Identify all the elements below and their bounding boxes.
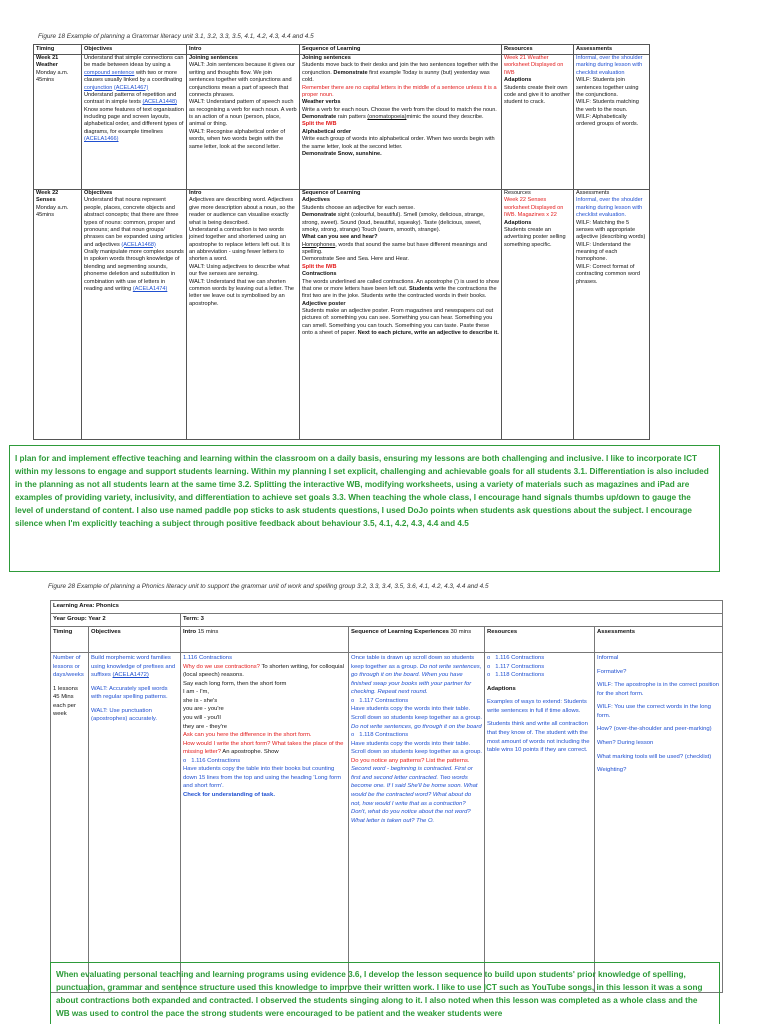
table-row-week22 — [34, 190, 650, 440]
week21-assessments: Informal, over the shoulder marking during lesson with checklist evaluation WILF: Students join sentences together using the conjunctions. WILF: Students matching the verb to the noun. WILF: Alphabetically ordered groups of words. — [574, 55, 650, 190]
acela1472-link[interactable]: (ACELA1472) — [112, 672, 149, 679]
week21-timing: Week 21 Weather Monday a.m. 45mins — [34, 55, 82, 190]
header-timing: Timing — [51, 627, 89, 653]
header-intro: Intro 15 mins — [181, 627, 349, 653]
phonics-resources: o 1.116 Contractions o 1.117 Contractions o 1.118 Contractions Adaptions Examples of ways to extend: Students write sentences in full if time allows. Students think and write all contraction that they know of. The student with the most amount of words not including the table wins 10 points if they are correct. — [485, 653, 595, 993]
week21-objectives: Understand that simple connections can be made between ideas by using a compound sentence with two or more clauses usually linked by a coordinating conjunction (ACELA1467) Understand patterns of repetition and contrast in simple texts (ACELA1448) Know some features of text organisation including page and screen layouts, alphabetical order, and different types of diagrams, for example timelines (ACELA1466) — [82, 55, 187, 190]
header-sequence: Sequence of Learning — [300, 45, 502, 55]
figure-28-caption: Figure 28 Example of planning a Phonics literacy unit to support the grammar unit of work and spelling group 3.2, 3.3, 3.4, 3.5, 3.6, 4.1, 4.2, 4.3, 4.4 and 4.5 — [48, 583, 489, 590]
phonics-timing: Number of lessons or days/weeks 1 lessons 45 Mins each per week — [51, 653, 89, 993]
phonics-objectives: Build morphemic word families using knowledge of prefixes and suffixes (ACELA1472) WALT: Accurately spell words with regular spelling patterns. WALT: Use punctuation (apostrophes) accurately. — [89, 653, 181, 993]
term: Term: 3 — [181, 614, 723, 627]
phonics-planning-table — [50, 600, 723, 993]
header-intro: Intro — [187, 45, 300, 55]
phonics-header-row — [51, 627, 723, 653]
table-header-row — [34, 45, 650, 55]
grammar-planning-table — [33, 44, 650, 440]
week22-resources: Resources Week 22 Senses worksheet Displayed on IWB. Magazines x 22 Adaptions Students create an advertising poster selling something specific. — [502, 190, 574, 440]
acela1466-link[interactable]: (ACELA1466) — [84, 136, 119, 143]
header-resources: Resources — [485, 627, 595, 653]
week21-intro: Joining sentences WALT: Join sentences because it gives our writing and thoughts flow. We join sentences together with conjunctions and conjunctions mean a part of speech that connects phrases. WALT: Understand pattern of speech such as recognising a verb for each noun. A verb is an action of a noun (person, place, animal or thing. WALT: Recognise alphabetical order of words, when two words begin with the same letter, look at the second letter. — [187, 55, 300, 190]
table-row-week21 — [34, 55, 650, 190]
week22-timing: Week 22 Senses Monday a.m. 45mins — [34, 190, 82, 440]
reflection-box-2: When evaluating personal teaching and learning programs using evidence 3.6, I develop the lesson sequence to build upon students' prior knowledge of spelling, punctuation, grammar and sentence structure used this knowledge to improve their written work. I like to use ICT such as YouTube songs, in this lesson it was a song about contractions both expanded and contracted. I observed the students singing along to it. I also noted when this lesson was completed as a whole class and the WB was used to control the pace the strong students were encouraged to be patient and the weaker students were — [50, 962, 720, 1024]
acela1468-link[interactable]: (ACELA1468) — [121, 241, 156, 248]
week22-objectives: Objectives Understand that nouns represent people, places, concrete objects and abstract concepts; that there are three types of nouns: common, proper and pronouns; and that noun groups/ phrases can be expanded using articles and adjectives (ACELA1468) Orally manipulate more complex sounds in spoken words through knowledge of blending and segmenting sounds, phoneme deletion and substitution in combination with use of letters in reading and writing (ACELA1474) — [82, 190, 187, 440]
week22-sequence: Sequence of Learning Adjectives Students choose an adjective for each sense. Demonstrate sight (colourful, beautiful). Smell (smoky, delicious, strange, strong, sweet). Sound (loud, beautiful, squeaky). Taste (delicious, sweet, smoky, strong, strange) Touch (warm, smooth, strange). What can you see and hear? Homophones, words that sound the same but have different meanings and spelling. Demonstrate See and Sea. Here and Hear. Split the IWB Contractions The words underlined are called contractions. An apostrophe (') is used to show that one or more letters have been left out. Students write the contractions the first two are in the joke. Students write the contracted words in their books. Adjective poster Students make an adjective poster. From magazines and newspapers cut out pictures of: something you can see. Something you can hear. Something you can smell. Something you can touch. Something you can taste. Paste these onto a sheet of paper. Next to each picture, write an adjective to describe it. — [300, 190, 502, 440]
header-objectives: Objectives — [82, 45, 187, 55]
phonics-assessments: Informal Formative? WILF: The apostrophe is in the correct position for the short form. WILF: You use the correct words in the long form. How? (over-the-shoulder and peer-marking) When? During lesson What marking tools will be used? (checklist) Weighting? — [595, 653, 723, 993]
year-group: Year Group: Year 2 — [51, 614, 181, 627]
header-resources: Resources — [502, 45, 574, 55]
week21-sequence: Joining sentences Students move back to their desks and join the two sentences together with the conjunction. Demonstrate first example Today is sunny (but) yesterday was cold. Remember there are no capital letters in the middle of a sentence unless it is a proper noun. Weather verbs Write a verb for each noun. Choose the verb from the cloud to match the noun. Demonstrate rain patters (onomatopoeia)mimic the sound they describe. Split the IWB Alphabetical order Write each group of words into alphabetical order. When two words begin with the same letter, look at the second letter. Demonstrate Snow, sunshine. — [300, 55, 502, 190]
week22-intro: Intro Adjectives are describing word. Adjectives give more description about a noun, so the reader or audience can visualise exactly what is being described. Understand a contraction is two words joined together and shortened using an apostrophe to replace letters left out. It is an abbreviation - using fewer letters to shorten a word. WALT: Using adjectives to describe what our five senses are sensing. WALT: Understand that we can shorten common words by leaving out a letter. The letter we leave out is symbolised by an apostrophe. — [187, 190, 300, 440]
phonics-intro: 1.116 Contractions Why do we use contractions? To shorten writing, for colloquial (local speech) reasons. Say each long form, then the short form I am - I'm, she is - she's you are - you're you will - you'll they are - they're Ask can you here the difference in the short form. How would I write the short form? What takes the place of the missing letter? An apostrophe. Show o 1.116 Contractions Have students copy the table into their books but counting down 15 lines from the top and using the heading 'Long form and short form'. Check for understanding of task. — [181, 653, 349, 993]
acela1474-link[interactable]: (ACELA1474) — [132, 285, 168, 292]
learning-area-row — [51, 601, 723, 614]
phonics-main-row — [51, 653, 723, 993]
acela1467-link[interactable]: (ACELA1467) — [113, 84, 149, 91]
header-objectives: Objectives — [89, 627, 181, 653]
phonics-sequence: Once table is drawn up scroll down so students keep together as a group. Do not write sentences, go through it on the board. When you have finished swap your books with your partner for checking. Repeat next round. o 1.117 Contractions Have students copy the words into their table. Scroll down so students keep together as a group. Do not write sentences, go through it on the board o 1.118 Contractions Have students copy the words into their table. Scroll down so students keep together as a group. Do you notice any patterns? List the patterns. Second word - beginning is contracted. First or first and second letter contracted. Two words become one. If I said She'll be home soon. What would be the contracted word? What about do not, how would I write that as a contraction? Don't, what do you notice about the not word? What letter is taken out? The O. — [349, 653, 485, 993]
learning-area: Learning Area: Phonics — [51, 601, 723, 614]
figure-18-caption: Figure 18 Example of planning a Grammar literacy unit 3.1, 3.2, 3.3, 3.5, 4.1, 4.2, 4.3, 4.4 and 4.5 — [38, 33, 314, 40]
header-sequence: Sequence of Learning Experiences 30 mins — [349, 627, 485, 653]
conjunction-link[interactable]: conjunction — [84, 84, 113, 91]
week21-resources: Week 21 Weather worksheet Displayed on IWB Adaptions Students create their own code and give it to another student to crack. — [502, 55, 574, 190]
header-timing: Timing — [34, 45, 82, 55]
header-assessments: Assessments — [574, 45, 650, 55]
reflection-box-1: I plan for and implement effective teaching and learning within the classroom on a daily basis, ensuring my lessons are both challenging and inclusive. I like to incorporate ICT within my lessons to engage and support students learning. Within my planning I set explicit, challenging and achievable goals for all students 3.1. Differentiation is also included in the planning as not all students learn at the same time 3.2. Splitting the interactive WB, modifying worksheets, using a variety of materials such as magazines and iPad are examples of providing variety, inclusivity, and differentiation to achieve set goals 3.3. When teaching the whole class, I encourage hand signals thumbs up/down to gauge the level of understand of content. I also use named paddle pop sticks to ask students questions, I used DoJo points when students ask questions about the subject. I encourage silence when I'm explicitly teaching a subject through positive feedback about behaviour 3.5, 4.1, 4.2, 4.3, 4.4 and 4.5 — [9, 445, 720, 572]
week22-assessments: Assessments Informal, over the shoulder marking during lesson with checklist evaluation. WILF: Matching the 5 senses with appropriate adjective (describing words) WILF: Understand the meaning of each homophone. WILF: Correct format of contracting common word phrases. — [574, 190, 650, 440]
compound-sentence-link[interactable]: compound sentence — [84, 69, 135, 76]
year-group-row — [51, 614, 723, 627]
acela1448-link[interactable]: (ACELA1448) — [142, 99, 177, 106]
header-assessments: Assessments — [595, 627, 723, 653]
